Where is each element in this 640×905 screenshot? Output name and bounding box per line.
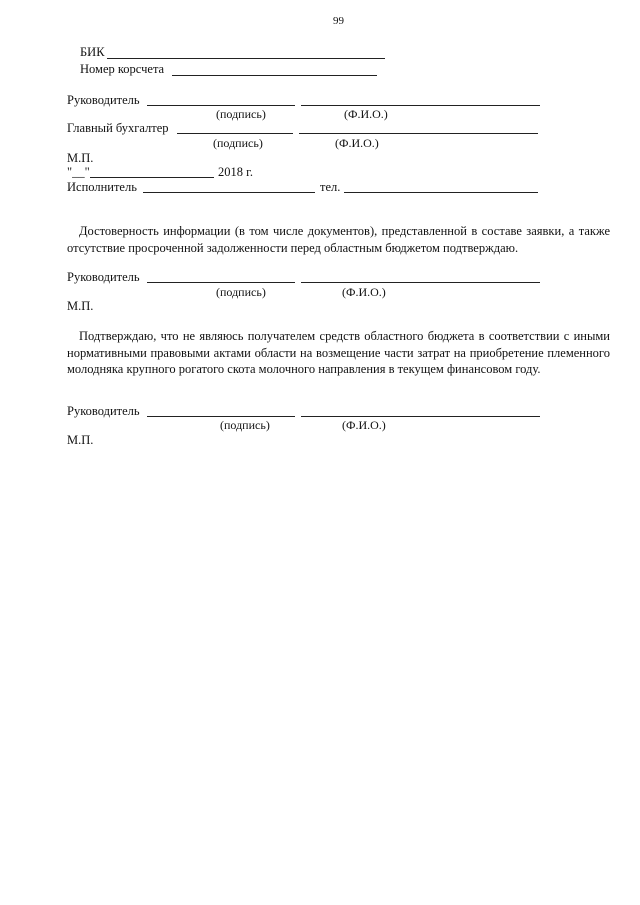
confirmation2-text: Подтверждаю, что не являюсь получателем средств областного бюджета в соответствии с иными нормативными правовыми актами области на возмещение части затрат на приобретение племенного молодняка крупного рогатого скота молочного направления в текущем финансовом году. [67,329,610,376]
accountant-fio-caption: (Ф.И.О.) [335,136,379,150]
accountant-sign-line[interactable] [177,133,293,134]
confirmation1-head-label: Руководитель [67,270,140,284]
korschet-label: Номер корсчета [80,62,165,76]
date-year: 2018 г. [218,165,253,179]
stamp-mark: М.П. [67,151,94,165]
tel-line[interactable] [344,192,538,193]
head-sign-line[interactable] [147,105,295,106]
confirmation2-stamp-mark: М.П. [67,433,94,447]
date-quote: "__" [67,165,90,179]
accountant-label: Главный бухгалтер [67,121,169,135]
accountant-sign-caption: (подпись) [213,136,263,150]
confirmation2-sign-caption: (подпись) [220,418,270,432]
confirmation2-fio-caption: (Ф.И.О.) [342,418,386,432]
head-label: Руководитель [67,93,140,107]
korschet-line[interactable] [172,75,377,76]
confirmation1-sign-caption: (подпись) [216,285,266,299]
sign-caption: (подпись) [216,107,266,121]
confirmation1-fio-caption: (Ф.И.О.) [342,285,386,299]
confirmation2-head-label: Руководитель [67,404,140,418]
page-number: 99 [333,15,344,27]
date-month-line[interactable] [90,177,214,178]
confirmation2-sign-line[interactable] [147,416,295,417]
confirmation1-stamp-mark: М.П. [67,299,94,313]
accountant-fio-line[interactable] [299,133,538,134]
confirmation1-fio-line[interactable] [301,282,540,283]
executor-line[interactable] [143,192,315,193]
confirmation1-sign-line[interactable] [147,282,295,283]
bik-label: БИК [80,45,105,59]
confirmation1-text: Достоверность информации (в том числе документов), представленной в составе заявки, а также отсутствие просроченной задолженности перед областным бюджетом подтверждаю. [67,224,610,255]
confirmation2-fio-line[interactable] [301,416,540,417]
tel-label: тел. [320,180,341,194]
bik-line[interactable] [107,58,385,59]
head-fio-line[interactable] [301,105,540,106]
executor-label: Исполнитель [67,180,137,194]
fio-caption: (Ф.И.О.) [344,107,388,121]
